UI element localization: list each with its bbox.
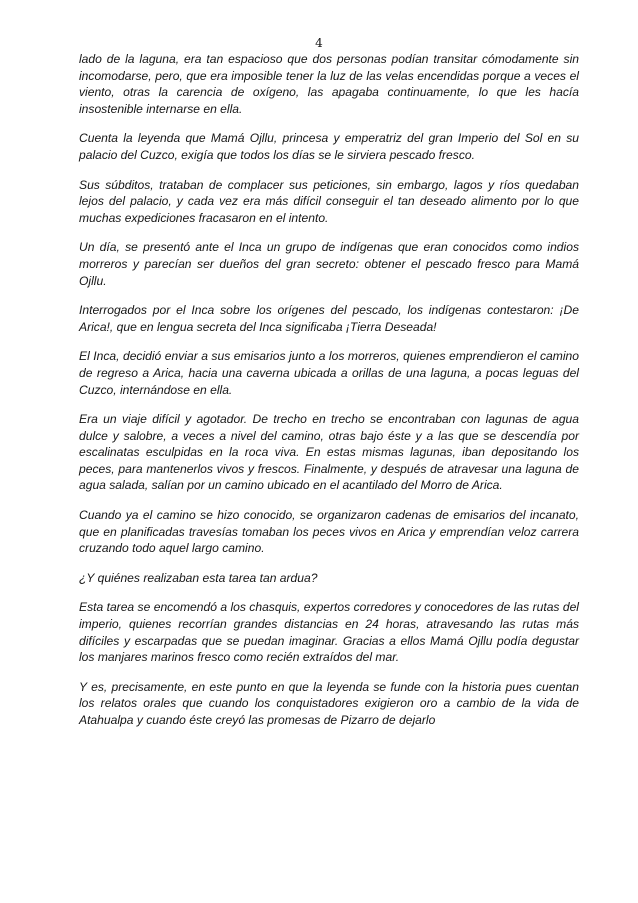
paragraph: ¿Y quiénes realizaban esta tarea tan ardua? [79, 570, 318, 585]
paragraph: El Inca, decidió enviar a sus emisarios junto a los morreros, quienes emprendieron el camino de regreso a Arica, hacia una caverna ubicada a orillas de una laguna, a pocas leguas del Cuzco, internándose en ella. [79, 349, 579, 397]
paragraph: Sus súbditos, trataban de complacer sus peticiones, sin embargo, lagos y ríos quedaban lejos del palacio, y cada vez era más difícil conseguir el tan deseado alimento por lo que muchas expediciones fracasaron en el intento. [79, 177, 579, 225]
paragraph: Esta tarea se encomendó a los chasquis, expertos corredores y conocedores de las rutas del imperio, quienes recorrían grandes distancias en 24 horas, atravesando las rutas más difíciles y escarpadas que se puedan imaginar. Gracias a ellos Mamá Ojllu podía degustar los manjares marinos fresco como recién extraídos del mar. [79, 600, 579, 665]
paragraph: Interrogados por el Inca sobre los orígenes del pescado, los indígenas contestaron: ¡De Arica!, que en lengua secreta del Inca significaba ¡Tierra Deseada! [79, 303, 579, 334]
paragraph: Un día, se presentó ante el Inca un grupo de indígenas que eran conocidos como indios morreros y parecían ser dueños del gran secreto: obtener el pescado fresco para Mamá Ojllu. [79, 240, 579, 288]
paragraph: Cuando ya el camino se hizo conocido, se organizaron cadenas de emisarios del incanato, que en planificadas travesías tomaban los peces vivos en Arica y emprendían veloz carrera cruzando todo aquel largo camino. [79, 508, 579, 556]
paragraph: lado de la laguna, era tan espacioso que dos personas podían transitar cómodamente sin incomodarse, pero, que era imposible tener la luz de las velas encendidas porque a veces el viento, otras la carencia de oxígeno, las apagaba continuamente, lo que les hacía insostenible internarse en ella. [79, 52, 579, 116]
document-body [79, 51, 579, 729]
page-number: 4 [315, 36, 323, 50]
paragraph: Y es, precisamente, en este punto en que la leyenda se funde con la historia pues cuentan los relatos orales que cuando los conquistadores exigieron oro a cambio de la vida de Atahualpa y cuando éste creyó las promesas de Pizarro de dejarlo [79, 679, 579, 727]
paragraph: Cuenta la leyenda que Mamá Ojllu, princesa y emperatriz del gran Imperio del Sol en su palacio del Cuzco, exigía que todos los días se le sirviera pescado fresco. [79, 131, 579, 162]
paragraph: Era un viaje difícil y agotador. De trecho en trecho se encontraban con lagunas de agua dulce y salobre, a veces a nivel del camino, otras bajo éste y a las que se descendía por escalinatas esculpidas en la roca viva. En estas mismas lagunas, iban depositando los peces, para mantenerlos vivos y frescos. Finalmente, y después de atravesar una laguna de agua salada, salían por un camino ubicado en el acantilado del Morro de Arica. [79, 412, 579, 493]
